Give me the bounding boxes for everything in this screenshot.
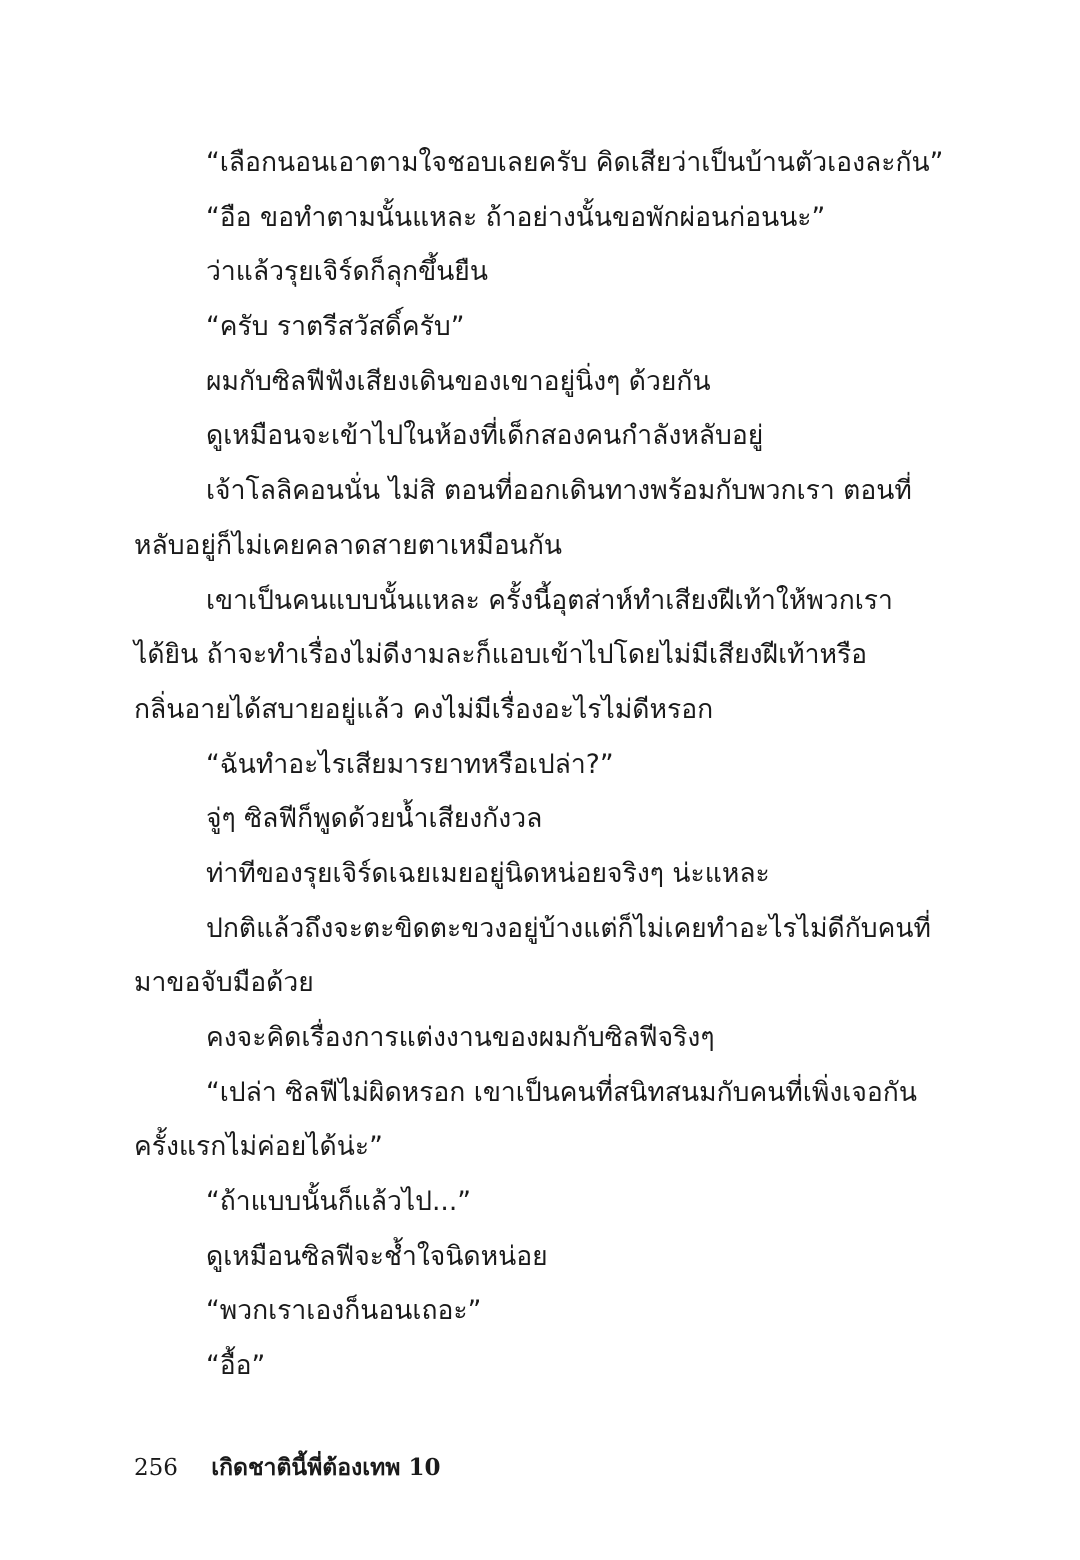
text-line: ดูเหมือนซิลฟีจะช้ำใจนิดหน่อย (206, 1240, 548, 1272)
body-text (134, 136, 944, 1394)
text-line: “ครับ ราตรีสวัสดิ์ครับ” (206, 311, 465, 343)
text-line: “เปล่า ซิลฟีไม่ผิดหรอก เขาเป็นคนที่สนิทสนมกับคนที่เพิ่งเจอกัน (206, 1076, 917, 1108)
text-line: กลิ่นอายได้สบายอยู่แล้ว คงไม่มีเรื่องอะไรไม่ดีหรอก (134, 693, 714, 725)
text-line: “อื้อ” (206, 1350, 266, 1382)
text-line: “ฉันทำอะไรเสียมารยาทหรือเปล่า?” (206, 748, 614, 780)
text-line: จู่ๆ ซิลฟีก็พูดด้วยน้ำเสียงกังวล (206, 803, 543, 835)
page-footer (134, 1448, 440, 1488)
text-line: ว่าแล้วรุยเจิร์ดก็ลุกขึ้นยืน (206, 256, 488, 288)
text-line: คงจะคิดเรื่องการแต่งงานของผมกับซิลฟีจริงๆ (206, 1022, 715, 1053)
text-line: “ถ้าแบบนั้นก็แล้วไป...” (206, 1186, 471, 1218)
text-line: มาขอจับมือด้วย (134, 967, 314, 999)
text-line: หลับอยู่ก็ไม่เคยคลาดสายตาเหมือนกัน (134, 529, 563, 561)
text-line: ครั้งแรกไม่ค่อยได้น่ะ” (134, 1131, 383, 1163)
text-line: “เลือกนอนเอาตามใจชอบเลยครับ คิดเสียว่าเป็นบ้านตัวเองละกัน” (206, 147, 944, 178)
text-line: ท่าทีของรุยเจิร์ดเฉยเมยอยู่นิดหน่อยจริงๆ น่ะแหละ (206, 857, 770, 889)
page-number: 256 (134, 1455, 178, 1481)
text-line: ปกติแล้วถึงจะตะขิดตะขวงอยู่บ้างแต่ก็ไม่เคยทำอะไรไม่ดีกับคนที่ (206, 912, 931, 944)
text-line: “อือ ขอทำตามนั้นแหละ ถ้าอย่างนั้นขอพักผ่อนก่อนนะ” (206, 201, 826, 233)
text-line: ดูเหมือนจะเข้าไปในห้องที่เด็กสองคนกำลังหลับอยู่ (206, 420, 764, 452)
text-line: ได้ยิน ถ้าจะทำเรื่องไม่ดีงามละก็แอบเข้าไปโดยไม่มีเสียงฝีเท้าหรือ (134, 639, 868, 671)
text-line: เจ้าโลลิคอนนั่น ไม่สิ ตอนที่ออกเดินทางพร้อมกับพวกเรา ตอนที่ (206, 475, 912, 507)
text-line: เขาเป็นคนแบบนั้นแหละ ครั้งนี้อุตส่าห์ทำเสียงฝีเท้าให้พวกเรา (206, 584, 893, 616)
book-title: เกิดชาตินี้พี่ต้องเทพ 10 (211, 1454, 441, 1481)
text-line: “พวกเราเองก็นอนเถอะ” (206, 1295, 482, 1327)
text-line: ผมกับซิลฟีฟังเสียงเดินของเขาอยู่นิ่งๆ ด้วยกัน (206, 365, 711, 397)
